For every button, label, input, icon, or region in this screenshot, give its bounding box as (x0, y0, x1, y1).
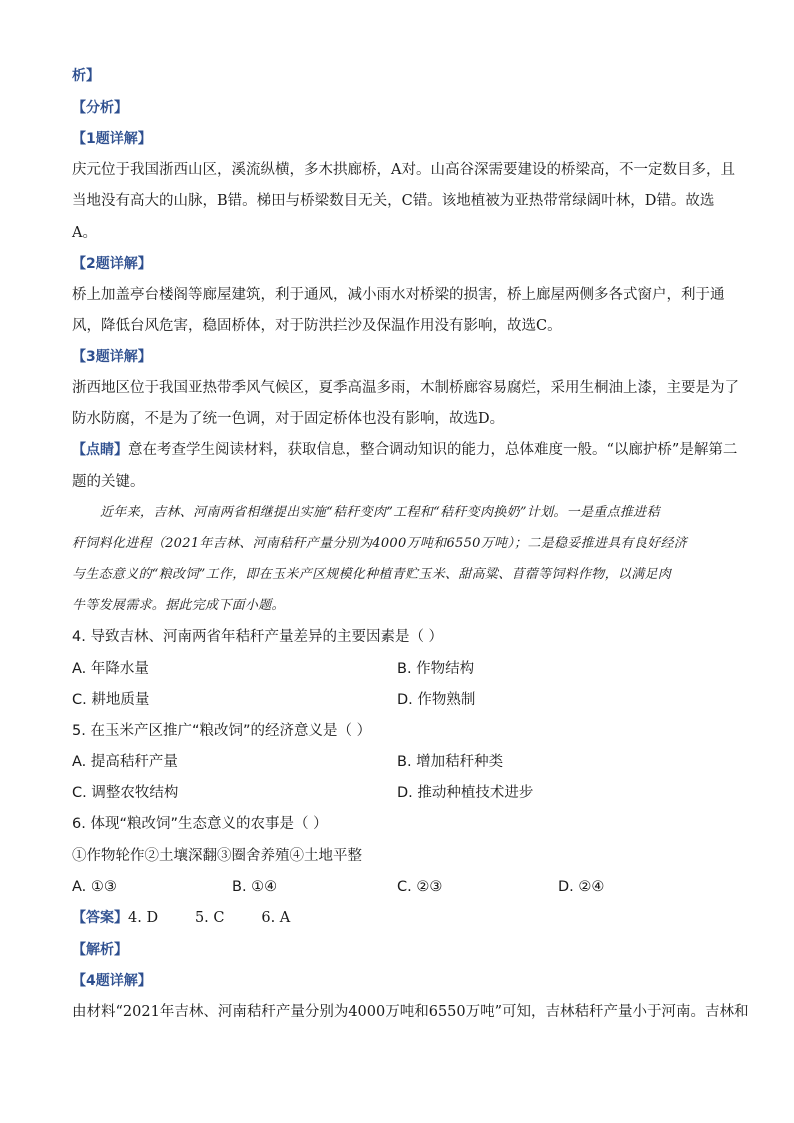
q4-detail-heading: 【4题详解】 (72, 973, 152, 989)
q4-detail-line-1: 由材料“2021年吉林、河南秸秆产量分别为4000万吨和6550万吨”可知，吉林秸秆产量小于河南。吉林和 (72, 1004, 749, 1020)
dianjing-line-1 (72, 440, 737, 460)
q1-line-2: 当地没有高大的山脉，B错。梯田与桥梁数目无关，C错。该地植被为亚热带常绿阔叶林，D错。故选 (72, 193, 715, 209)
dianjing-label: 【点睛】 (72, 442, 128, 458)
question-5-stem: 5. 在玉米产区推广“粮改饲”的经济意义是（ ） (72, 723, 372, 739)
q3-line-2: 防水防腐，不是为了统一色调，对于固定桥体也没有影响，故选D。 (72, 411, 505, 427)
question-4-option-a: A. 年降水量 (72, 661, 149, 677)
answer-line (72, 908, 290, 928)
question-6-option-a: A. ①③ (72, 879, 117, 895)
top-fragment: 析】 (72, 68, 100, 84)
question-6-option-c: C. ②③ (397, 879, 443, 895)
intro-line-3: 与生态意义的“粮改饲”工作，即在玉米产区规模化种植青贮玉米、甜高粱、苜蓿等饲料作物，以满足肉 (72, 567, 672, 582)
question-6-stem: 6. 体现“粮改饲”生态意义的农事是（ ） (72, 816, 328, 832)
question-5-option-c: C. 调整农牧结构 (72, 785, 179, 801)
dianjing-line-2: 题的关键。 (72, 474, 145, 490)
q1-line-3: A。 (72, 225, 97, 241)
q1-heading: 【1题详解】 (72, 131, 152, 147)
question-5-option-d: D. 推动种植技术进步 (397, 785, 534, 801)
question-6-option-b: B. ①④ (232, 879, 278, 895)
question-4-option-d: D. 作物熟制 (397, 692, 476, 708)
analysis-heading: 【分析】 (72, 100, 128, 116)
dianjing-text: 意在考查学生阅读材料，获取信息，整合调动知识的能力，总体难度一般。“以廊护桥”是解第二 (128, 442, 738, 458)
answer-text: 4. D 5. C 6. A (128, 910, 291, 926)
q3-heading: 【3题详解】 (72, 349, 152, 365)
question-6-option-d: D. ②④ (558, 879, 605, 895)
intro-line-4: 牛等发展需求。据此完成下面小题。 (72, 598, 285, 613)
jiexi-heading: 【解析】 (72, 942, 128, 958)
answer-label: 【答案】 (72, 910, 128, 926)
q2-heading: 【2题详解】 (72, 256, 152, 272)
question-4-option-c: C. 耕地质量 (72, 692, 150, 708)
q2-line-2: 风，降低台风危害，稳固桥体，对于防洪拦沙及保温作用没有影响，故选C。 (72, 318, 562, 334)
q1-line-1: 庆元位于我国浙西山区，溪流纵横，多木拱廊桥，A对。山高谷深需要建设的桥梁高，不一定数目多，且 (72, 162, 735, 178)
question-4-stem: 4. 导致吉林、河南两省年秸秆产量差异的主要因素是（ ） (72, 629, 444, 645)
question-4-option-b: B. 作物结构 (397, 661, 475, 677)
intro-line-2: 秆饲料化进程（2021年吉林、河南秸秆产量分别为4000万吨和6550万吨）；二是稳妥推进具有良好经济 (72, 536, 688, 551)
q2-line-1: 桥上加盖亭台楼阁等廊屋建筑，利于通风，减小雨水对桥梁的损害，桥上廊屋两侧多各式窗户，利于通 (72, 287, 725, 303)
question-5-option-b: B. 增加秸秆种类 (397, 754, 504, 770)
question-5-option-a: A. 提高秸秆产量 (72, 754, 178, 770)
intro-line-1: 近年来，吉林、河南两省相继提出实施“秸秆变肉”工程和“秸秆变肉换奶”计划。一是重点推进秸 (100, 505, 660, 520)
question-6-items: ①作物轮作②土壤深翻③圈舍养殖④土地平整 (72, 848, 362, 864)
q3-line-1: 浙西地区位于我国亚热带季风气候区，夏季高温多雨，木制桥廊容易腐烂，采用生桐油上漆，主要是为了 (72, 380, 739, 396)
